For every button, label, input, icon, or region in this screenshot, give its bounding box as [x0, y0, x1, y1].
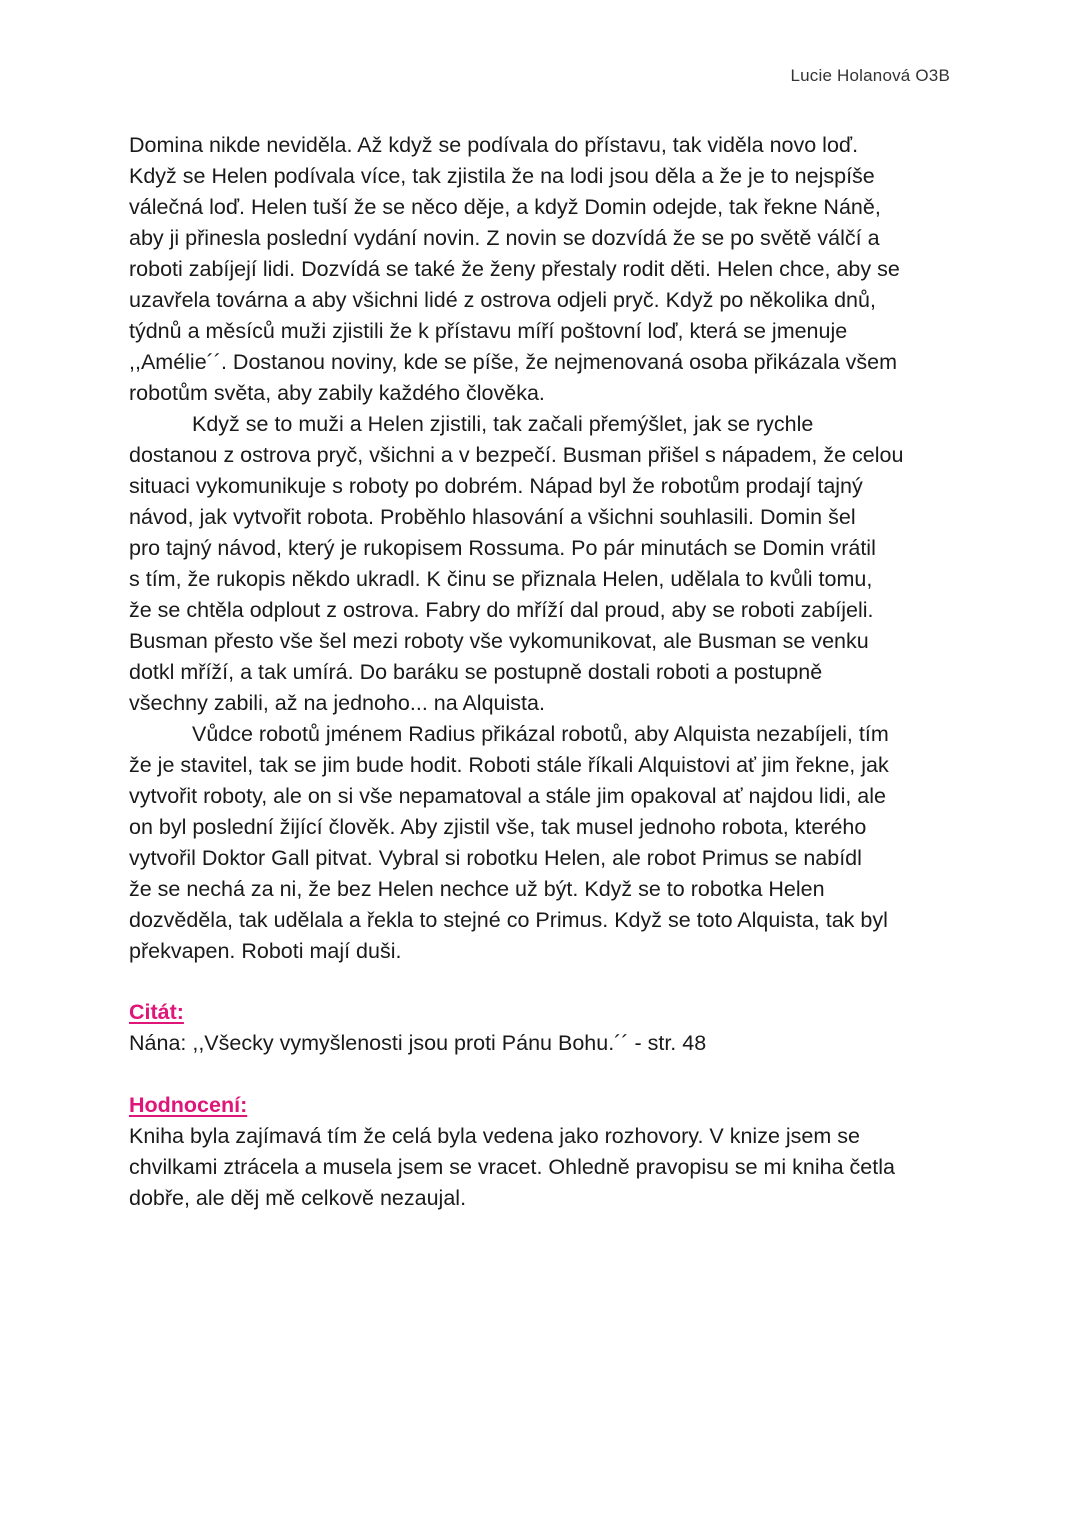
evaluation-heading: Hodnocení: — [129, 1093, 248, 1117]
paragraph-3: Vůdce robotů jménem Radius přikázal robotů, aby Alquista nezabíjeli, tím že je stavitel, tak se jim bude hodit. Roboti stále říkali Alquistovi ať jim řekne, jak vytvořit roboty, ale on si vše nepamatoval a stále jim opakoval ať najdou lidi, ale on byl poslední žijící člověk. Aby zjistil vše, tak musel jednoho robota, kterého vytvořil Doktor Gall pitvat. Vybral si robotku Helen, ale robot Primus se nabídl že se nechá za ni, že bez Helen nechce už být. Když se to robotka Helen dozvěděla, tak udělala a řekla to stejné co Primus. Když se toto Alquista, tak byl překvapen. Roboti mají duši. — [129, 722, 889, 963]
evaluation-section — [129, 1090, 954, 1214]
quote-text: Nána: ,,Všecky vymyšlenosti jsou proti Pánu Bohu.´´ - str. 48 — [129, 1031, 707, 1055]
paragraph-2: Když se to muži a Helen zjistili, tak začali přemýšlet, jak se rychle dostanou z ostrova pryč, všichni a v bezpečí. Busman přišel s nápadem, že celou situaci vykomunikuje s roboty po dobrém. Nápad byl že robotům prodají tajný návod, jak vytvořit robota. Proběhlo hlasování a všichni souhlasili. Domin šel pro tajný návod, který je rukopisem Rossuma. Po pár minutách se Domin vrátil s tím, že rukopis někdo ukradl. K činu se přiznala Helen, udělala to kvůli tomu, že se chtěla odplout z ostrova. Fabry do mříží dal proud, aby se roboti zabíjeli. Busman přesto vše šel mezi roboty vše vykomunikovat, ale Busman se venku dotkl mříží, a tak umírá. Do baráku se postupně dostali roboti a postupně všechny zabili, až na jednoho... na Alquista. — [129, 412, 904, 715]
quote-heading: Citát: — [129, 1000, 184, 1024]
author-header: Lucie Holanová O3B — [790, 66, 950, 85]
quote-section — [129, 997, 954, 1059]
evaluation-text: Kniha byla zajímavá tím že celá byla vedena jako rozhovory. V knize jsem se chvilkami ztrácela a musela jsem se vracet. Ohledně pravopisu se mi kniha četla dobře, ale děj mě celkově nezaujal. — [129, 1124, 895, 1210]
paragraph-1: Domina nikde neviděla. Až když se podívala do přístavu, tak viděla novo loď. Když se Helen podívala více, tak zjistila že na lodi jsou děla a že je to nejspíše válečná loď. Helen tuší že se něco děje, a když Domin odejde, tak řekne Náně, aby ji přinesla poslední vydání novin. Z novin se dozvídá že se po světě válčí a roboti zabíjejí lidi. Dozvídá se také že ženy přestaly rodit děti. Helen chce, aby se uzavřela továrna a aby všichni lidé z ostrova odjeli pryč. Když po několika dnů, týdnů a měsíců muži zjistili že k přístavu míří poštovní loď, která se jmenuje ,,Amélie´´. Dostanou noviny, kde se píše, že nejmenovaná osoba přikázala všem robotům světa, aby zabily každého člověka. — [129, 133, 900, 405]
summary-body — [129, 130, 954, 967]
